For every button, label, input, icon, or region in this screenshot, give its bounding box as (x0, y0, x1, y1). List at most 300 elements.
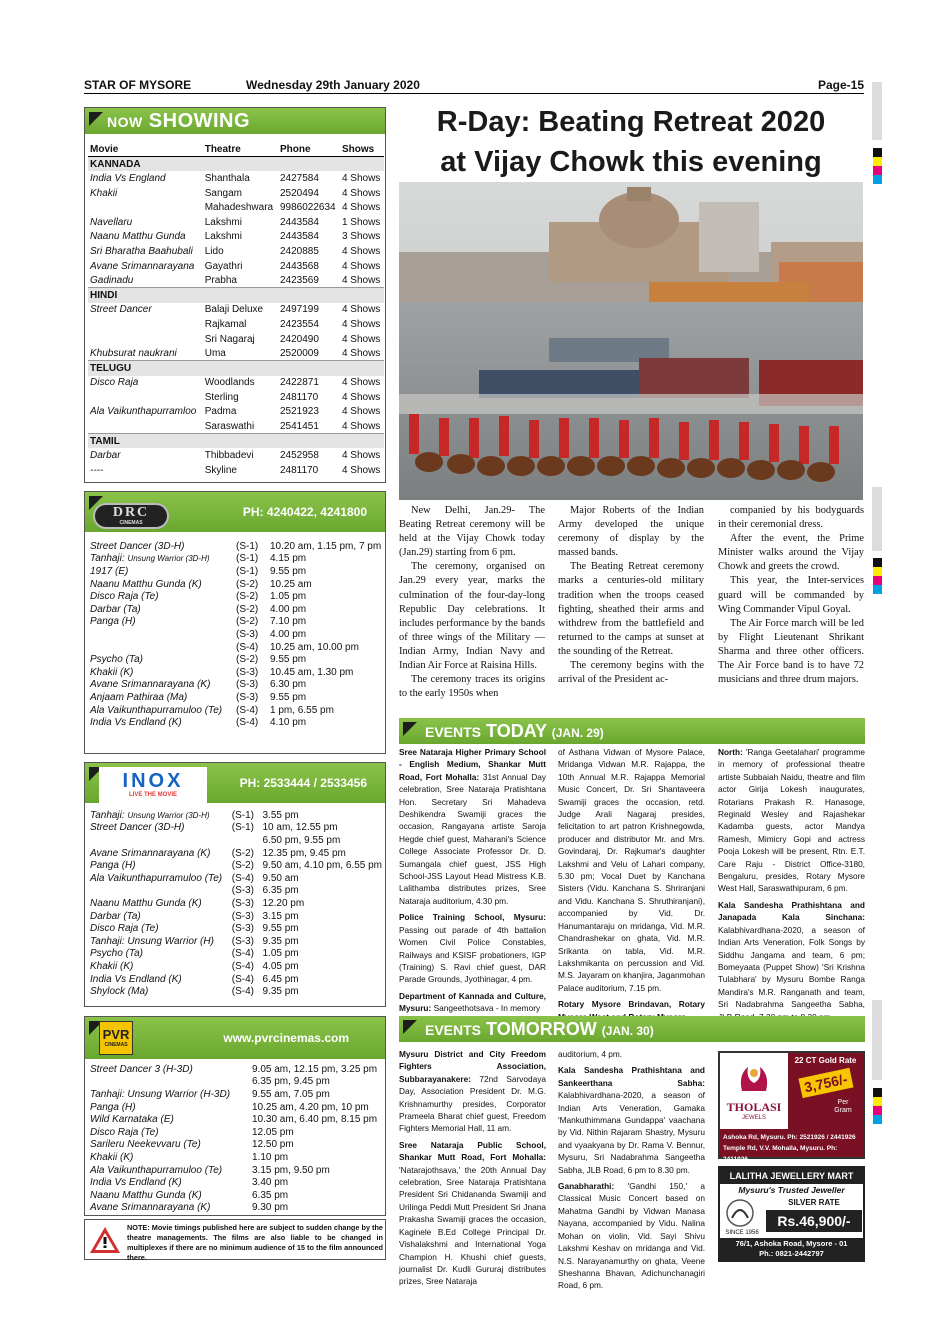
cell-phone: 2420490 (279, 333, 319, 345)
cell-theatre: Gayathri (204, 260, 243, 272)
cell-movie (88, 922, 230, 935)
cell-theatre: Lakshmi (204, 216, 242, 228)
cell-screen: (S-2) (236, 591, 259, 603)
schedule-row (88, 822, 384, 835)
language-label: HINDI (88, 288, 384, 303)
tholasi-sub: JEWELS (741, 1115, 766, 1121)
cell-screen: (S-2) (231, 860, 255, 872)
pvr-logo-sub: CINEMAS (104, 1042, 128, 1048)
movie-title: Anjaam Pathiraa (Ma) (90, 691, 188, 703)
cell-movie (88, 809, 230, 822)
registration-strip-2 (872, 487, 882, 551)
cell-movie (88, 553, 234, 566)
cell-theatre: Padma (204, 406, 237, 418)
schedule-row (88, 704, 384, 717)
cell-phone: 2520494 (279, 187, 319, 199)
schedule-row (88, 859, 384, 872)
movie-title: Naanu Matthu Gunda (K) (90, 897, 202, 909)
cell-theatre: Woodlands (204, 377, 255, 389)
cell-theatre: Uma (204, 347, 226, 359)
pvr-box (84, 1016, 386, 1216)
beating-retreat-photo (399, 182, 863, 500)
cell-movie (88, 200, 203, 215)
schedule-row (88, 1176, 384, 1189)
reg-cyan-2 (873, 585, 882, 594)
cell-theatre: Saraswathi (204, 420, 255, 432)
table-row (88, 376, 384, 391)
tholasi-address-1: Ashoka Rd, Mysuru. Ph: 2521926 / 2441926 (723, 1134, 856, 1141)
cell-screen: (S-2) (236, 603, 259, 615)
inox-phone: PH: 2533444 / 2533456 (239, 776, 367, 790)
events-tomorrow-col-2 (558, 1048, 705, 1296)
pvr-site: www.pvrcinemas.com (223, 1031, 349, 1045)
cell-times: 4.15 pm (270, 553, 307, 565)
article-paragraph: The ceremony traces its origins to the early 1950s when (399, 674, 545, 700)
cell-movie (88, 419, 203, 434)
cell-shows: 4 Shows (341, 347, 381, 359)
cell-theatre: Skyline (204, 464, 237, 476)
event-organizer: Rotary Mysore Brindavan, Rotary (558, 999, 705, 1010)
schedule-row (88, 603, 384, 616)
cell-shows: 4 Shows (341, 202, 381, 214)
cell-screen: (S-2) (236, 616, 259, 628)
cell-movie: Street Dancer (90, 304, 152, 316)
movie-title: Ala Vaikunthapurramuloo (Te) (90, 704, 223, 716)
cell-times: 10.25 am, 10.00 pm (270, 641, 359, 653)
cell-movie (88, 1076, 250, 1089)
cell-phone: 2443584 (279, 216, 319, 228)
cell-screen: (S-3) (231, 935, 255, 947)
inox-box (84, 762, 386, 1007)
cell-times: 12.20 pm (262, 897, 305, 909)
cell-times: 1.10 pm (252, 1151, 289, 1163)
cell-phone: 2422871 (279, 377, 319, 389)
movie-title: Disco Raja (Te) (90, 591, 159, 603)
cell-movie: Khakii (K) (90, 1151, 134, 1163)
cell-screen: (S-4) (231, 948, 255, 960)
schedule-row (88, 834, 384, 847)
cell-movie (88, 847, 230, 860)
cell-times: 9.50 am, 4.10 pm, 6.55 pm (262, 860, 382, 872)
events-tomorrow-date: (JAN. 30) (601, 1024, 654, 1038)
event-organizer: North: (718, 747, 746, 757)
schedule-row (88, 540, 384, 553)
peacock-logo-icon (734, 1061, 774, 1095)
table-row (88, 230, 384, 245)
cell-times: 6.35 pm, 9.45 pm (252, 1076, 330, 1088)
masthead (84, 78, 864, 94)
cell-theatre: Lido (204, 245, 224, 257)
event-details: of Asthana Vidwan of Mysore Palace, Mridanga Vidwan M.R. Rajappa, the 10th Annual M.R. Rajappa Memorial Music Concert, Dr. Sri Shantaveera Swamiji graces the occasion, retd. Judge Arali Nagaraj presides, felicitation to art patron Krishnegowda, producer and distributor Mr. and Mrs. Govindaraj, Dr. Rajkumar's daughter Lakshmi and Velu of Lahari company, 5.30 pm; Vocal Duet by Kanchana Sisters (Vidu. Kanchana S. Shriranjani and Vidu. Kanchana S. Shruthiranjani), accompanied by Vid. Dr. Hanumantaraju on mridanga, Vid. M.R. Chandrashekar on ghata, Vid. M.R. Srikanta on tabla, Vid. M.R. Lakshmikanta on percussion and Vid. M.S. Jayaram on khanjira, Jaganmohan Palace auditorium, 7.15 pm. (558, 747, 705, 993)
cell-times: 10.20 am, 1.15 pm, 7 pm (270, 540, 382, 552)
cell-screen: (S-3) (236, 679, 259, 691)
cell-times: 12.05 pm (252, 1126, 294, 1138)
article-paragraph: New Delhi, Jan.29- The Beating Retreat ceremony will be held at the Vijay Chowk today (Jan.29) starting from 6 pm. (399, 505, 545, 559)
cell-movie (88, 317, 203, 332)
cell-shows: 4 Shows (341, 260, 381, 272)
now-showing-band (85, 108, 385, 134)
gold-rate-title: 22 CT Gold Rate (794, 1056, 857, 1065)
cell-theatre: Sri Nagaraj (204, 333, 255, 345)
table-row (88, 419, 384, 434)
cell-theatre: Lakshmi (204, 231, 242, 243)
cell-times: 9.55 am, 7.05 pm (252, 1088, 330, 1100)
lalitha-since: SINCE 1956 (725, 1230, 759, 1236)
movie-title: India Vs Endland (K) (90, 973, 182, 985)
cell-screen: (S-4) (236, 641, 259, 653)
table-row (88, 463, 384, 478)
cell-phone: 2427584 (279, 172, 319, 184)
cell-movie (88, 885, 230, 898)
article-paragraph: The ceremony, organised on Jan.29 every year, marks the culmination of the four-day-long Republic Day celebrations. It includes performance by the bands of three wings of the Military — Indian Army, Indian Navy and Indian Air Force at Raisina Hills. (399, 561, 545, 672)
cell-screen: (S-1) (236, 565, 259, 577)
event-item (399, 911, 546, 985)
drc-phone: PH: 4240422, 4241800 (242, 505, 367, 519)
schedule-row (88, 973, 384, 986)
cell-theatre: Prabha (204, 274, 237, 286)
movie-subtitle: Unsung Warrior (3D-H) (127, 554, 210, 564)
reg-magenta (873, 166, 882, 175)
schedule-row (88, 565, 384, 578)
cell-times: 6.50 pm, 9.55 pm (262, 834, 341, 846)
col-movie: Movie (88, 142, 203, 157)
events-today-date: (JAN. 29) (551, 726, 604, 740)
event-organizer: Sree Nataraja Higher Primary School - English Medium, Shankar Mutt Road, Fort Mohalla: (399, 747, 546, 782)
title-showing: SHOWING (148, 110, 251, 132)
cell-movie: Disco Raja (Te) (90, 1126, 159, 1138)
cell-movie: Naanu Matthu Gunda (K) (90, 1189, 202, 1201)
event-item (399, 990, 546, 1015)
cell-theatre: Rajkamal (204, 318, 247, 330)
cell-movie (88, 616, 234, 629)
schedule-row (88, 1189, 384, 1202)
schedule-row (88, 872, 384, 885)
cell-times: 3.15 pm (262, 910, 299, 922)
schedule-row (88, 653, 384, 666)
cell-times: 3.40 pm (252, 1177, 289, 1189)
schedule-row (88, 809, 384, 822)
schedule-row (88, 960, 384, 973)
movie-title: Street Dancer (3D-H) (90, 540, 185, 552)
cell-theatre: Sangam (204, 187, 242, 199)
cell-movie: Naanu Matthu Gunda (90, 231, 186, 243)
drc-logo (93, 503, 169, 529)
corner-triangle (403, 722, 417, 736)
cell-screen (230, 834, 261, 847)
cell-movie: Darbar (90, 450, 121, 462)
cell-times: 9.55 pm (270, 654, 307, 666)
article-paragraph: This year, the Inter-services guard will be commanded by Wing Commander Vipul Goyal. (718, 575, 864, 615)
table-row (88, 317, 384, 332)
cell-times: 9.05 am, 12.15 pm, 3.25 pm (252, 1063, 378, 1075)
cell-movie: Street Dancer 3 (H-3D) (90, 1063, 193, 1075)
table-row (88, 303, 384, 318)
cell-phone: 2443568 (279, 260, 319, 272)
cell-phone: 2481170 (279, 391, 319, 403)
article-paragraph: After the event, the Prime Minister walks around the Vijay Chowk and greets the crowd. (718, 533, 864, 573)
event-details: Kalabhivardhana-2020, a season of Indian Arts Veneration, Gamaka 'Mankuthimmana Gundappa' vaachana by Vid. Nithin Rajaram Shastry, Mysuru and vyaakyana by Dr. Rama V. Bennur, Mysuru, Sri Nadabrahma Sangeetha Sabha, JLB Road, 6 pm to 8.30 pm. (558, 1090, 705, 1175)
cell-shows: 4 Shows (341, 304, 381, 316)
table-header (88, 142, 384, 157)
cell-shows: 4 Shows (341, 464, 381, 476)
cell-movie: Disco Raja (90, 377, 139, 389)
cell-phone: 2497199 (279, 304, 319, 316)
cell-movie (88, 948, 230, 961)
headline-line-1: R-Day: Beating Retreat 2020 (436, 106, 826, 138)
pvr-band (85, 1017, 385, 1059)
table-row (88, 332, 384, 347)
movie-title: Shylock (Ma) (90, 986, 149, 998)
schedule-row (88, 935, 384, 948)
cell-screen: (S-1) (231, 809, 255, 821)
language-label: TAMIL (88, 434, 384, 449)
cell-screen: (S-1) (236, 553, 259, 565)
movie-title: Darbar (Ta) (90, 603, 141, 615)
lalitha-ad (718, 1166, 865, 1262)
reg-magenta-3 (873, 1106, 882, 1115)
article-paragraph: The Beating Retreat ceremony marks a centuries-old military tradition when the troops ceased fighting, sheathed their arms and withdrew from the battlefield and returned to the camps at sunset at the sounding of the Retreat. (558, 561, 704, 657)
cell-theatre: Shanthala (204, 172, 250, 184)
schedule-row (88, 985, 384, 998)
tholasi-name: THOLASI (726, 1100, 782, 1114)
schedule-row (88, 628, 384, 641)
warning-icon (89, 1226, 121, 1254)
schedule-row (88, 1088, 384, 1101)
cell-screen: (S-4) (231, 960, 255, 972)
cell-shows: 4 Shows (341, 420, 381, 432)
cell-screen: (S-3) (236, 666, 259, 678)
cell-times: 6.35 pm (262, 885, 299, 897)
cell-movie (88, 910, 230, 923)
cell-theatre: Sterling (204, 391, 239, 403)
language-row (88, 157, 384, 172)
cell-screen: (S-2) (236, 578, 259, 590)
cell-times: 9.55 pm (270, 691, 307, 703)
cell-times: 6.30 pm (270, 679, 307, 691)
event-item (718, 899, 865, 1023)
cell-theatre: Mahadeshwara (204, 202, 274, 214)
events-word: EVENTS (425, 724, 482, 740)
schedule-row (88, 885, 384, 898)
issue-date: Wednesday 29th January 2020 (246, 78, 420, 92)
schedule-row (88, 1202, 384, 1215)
cell-shows: 4 Shows (341, 187, 381, 199)
schedule-row (88, 1101, 384, 1114)
event-organizer: Police Training School, Mysuru: (399, 912, 546, 923)
reg-magenta-2 (873, 576, 882, 585)
event-organizer: Kala Sandesha Prathishtana and Sankeerthana Sabha: (558, 1065, 705, 1088)
cell-phone: 9986022634 (279, 202, 336, 214)
cell-times: 1.05 pm (262, 948, 299, 960)
event-item (718, 746, 865, 895)
cell-movie: Khakii (90, 187, 118, 199)
corner-triangle (89, 112, 103, 126)
table-row (88, 346, 384, 361)
cell-times: 4.00 pm (270, 628, 307, 640)
reg-cyan-3 (873, 1115, 882, 1124)
lalitha-phone: Ph.: 0821-2442797 (759, 1249, 824, 1258)
cell-screen: (S-3) (231, 897, 255, 909)
lalitha-address-block (720, 1238, 863, 1260)
cell-screen: (S-2) (236, 654, 259, 666)
cell-movie: Ala Vaikunthapurramloo (90, 406, 197, 418)
cell-times: 6.45 pm (262, 973, 299, 985)
schedule-row (88, 616, 384, 629)
schedule-row (88, 641, 384, 654)
cell-phone: 2423569 (279, 274, 319, 286)
cell-shows: 1 Shows (341, 216, 381, 228)
cell-times: 9.30 pm (252, 1202, 289, 1214)
movie-title: Tanhaji: (90, 553, 128, 565)
cell-times: 4.05 pm (262, 960, 299, 972)
cell-shows: 4 Shows (341, 245, 381, 257)
cell-movie: Panga (H) (90, 1101, 136, 1113)
event-details: 'Natarajothsava,' the 20th Annual Day celebration, Sree Nataraja Pratishtana President Sri Chidananda Swamiji and Urilinga Peddi Mutt President Sri Jnana Prakasha Swamiji graces the occasion, Kaginele B.Ed College Principal Dr. Vishalakshmi and International Yoga Champion H. Khushi chief guests, journalist Dr. Kudli Gururaj distributes prizes, Sree Nataraja (399, 1164, 546, 1287)
cell-movie: India Vs England (90, 172, 166, 184)
now-showing-box (84, 107, 386, 483)
cell-screen: (S-4) (231, 872, 255, 884)
cell-screen: (S-4) (236, 717, 259, 729)
event-details: Passing out parade of 4th battalion Women Civil Police Constables, Railways and KSISF probationers, IGP (Training) S. Ravi chief guest, DAR Parade Grounds, Jyothinagar, 4 pm. (399, 924, 546, 985)
cell-times: 4.00 pm (270, 603, 307, 615)
cell-screen: (S-4) (231, 973, 255, 985)
event-item (399, 1048, 546, 1135)
article-column-1 (399, 504, 545, 701)
cell-shows: 4 Shows (341, 377, 381, 389)
events-today-band (399, 718, 865, 744)
schedule-row (88, 1139, 384, 1152)
cell-phone: 2420885 (279, 245, 319, 257)
cell-times: 10.25 am, 4.20 pm, 10 pm (252, 1101, 369, 1113)
table-row (88, 171, 384, 186)
cell-movie: Gadinadu (90, 274, 134, 286)
cell-movie: Khubsurat naukrani (90, 347, 177, 359)
table-row (88, 186, 384, 201)
reg-yellow (873, 157, 882, 166)
language-label: KANNADA (88, 157, 384, 172)
movie-title: Naanu Matthu Gunda (K) (90, 578, 202, 590)
movie-title: Ala Vaikunthapurramuloo (Te) (90, 872, 223, 884)
page-number: Page-15 (817, 78, 864, 92)
movie-title: India Vs Endland (K) (90, 717, 182, 729)
paper-name: STAR OF MYSORE (84, 78, 192, 92)
event-details: Kalabhivardhana-2020, a season of Indian Arts Veneration, Folk Songs by Siddhu Jangama and team, 6 pm; Bomeyaata (Puppet Show) 'Sri Krishna Tulabhara' by Mysuru Bombe Ranga Mandira's M.R. Ranganath and team, Sri Nadabrahma Sangeetha Sabha, (718, 924, 865, 1010)
headline-line-2: at Vijay Chowk this evening (440, 146, 822, 178)
reg-yellow-3 (873, 1097, 882, 1106)
events-tomorrow-col-1 (399, 1048, 546, 1292)
cell-movie (88, 897, 230, 910)
cell-phone: 2481170 (279, 464, 319, 476)
events-today-title (425, 721, 604, 742)
schedule-row (88, 1164, 384, 1177)
cell-movie: ---- (90, 464, 104, 476)
cell-movie (88, 666, 234, 679)
schedule-row (88, 691, 384, 704)
article-column-3 (718, 504, 864, 687)
cell-screen: (S-4) (236, 704, 259, 716)
movie-title: Tanhaji: (90, 809, 128, 821)
table-row (88, 244, 384, 259)
cell-movie (88, 332, 203, 347)
timing-note (84, 1219, 386, 1260)
language-row (88, 434, 384, 449)
cell-movie (88, 716, 234, 729)
inox-logo (99, 767, 207, 803)
article-paragraph: companied by his bodyguards in their ceremonial dress. (718, 505, 864, 531)
table-row (88, 273, 384, 288)
table-row (88, 390, 384, 405)
movie-title: Khakii (K) (90, 666, 134, 678)
lalitha-name: LALITHA JEWELLERY MART (720, 1168, 863, 1184)
schedule-row (88, 910, 384, 923)
cell-phone: 2521923 (279, 406, 319, 418)
event-details: 'Gandhi 150,' a Classical Music Concert based on Mahatma Gandhi by Vidwan Manasa Nayana, accompanied by Vidu. Nalina Mohan on violin, Vid. Sayi Shivu Lakshmi Keshav on mridanga and Vid. N.S. Narayanamurthy on ghata, Veene Sheshanna Bhavan, Adichunchanagiri Road, 6 pm. (558, 1181, 705, 1291)
cell-movie (88, 960, 230, 973)
reg-black (873, 148, 882, 157)
event-details: Sangeethotsava - In memory (433, 1003, 541, 1014)
cell-times: 10 am, 12.55 pm (262, 822, 338, 834)
table-row (88, 405, 384, 420)
language-row (88, 288, 384, 303)
silver-price: Rs.46,900/- (766, 1210, 862, 1232)
schedule-row (88, 666, 384, 679)
lalitha-tagline: Mysuru's Trusted Jeweller (738, 1185, 845, 1195)
cell-shows: 4 Shows (341, 406, 381, 418)
table-row (88, 215, 384, 230)
event-details: 31st Annual Day celebration, Sree Nataraja Pratishtana Hon. Secretary Sri Mahadeva Deshikendra Swamiji graces the occasion, Rangayana artiste Saroja Hegde chief guest, Maharani's Science College Associate Professor Dr. D. Sumangala chief guest, JSS High School-JSS Layout Head Mistress K.B. Lalithamba distributes prizes, Sree Nataraja auditorium, 4.30 pm. (399, 771, 546, 906)
movie-title: Panga (H) (90, 860, 136, 872)
silver-rate-label: SILVER RATE (788, 1198, 840, 1207)
cell-times: 9.35 pm (262, 986, 299, 998)
cell-times: 1.05 pm (270, 591, 307, 603)
per-gram: Per Gram (834, 1099, 852, 1114)
cell-screen: (S-4) (231, 986, 255, 998)
tholasi-ad (718, 1051, 865, 1163)
cell-phone: 2541451 (279, 420, 319, 432)
cell-movie (88, 603, 234, 616)
schedule-row (88, 897, 384, 910)
cell-movie: Tanhaji: Unsung Warrior (H-3D) (90, 1088, 231, 1100)
table-row (88, 259, 384, 274)
pvr-logo-text: PVR (102, 1027, 130, 1042)
schedule-row (88, 679, 384, 692)
event-details: 'Ranga Geetalahari' programme in memory of professional theatre artiste Subbaiah Naidu, theatre and film actor Girija Lokesh inaugurates, Rotarians Prakash R. Hanasoge, Reginald Wesley and Rajashekar Kadamba guests, actor Mandya Ramesh, Mimicry Gopi and actress Pooja Lokesh will be present, Rtn. E.T. Care Raju - District Office-3180, Bengaluru, presides, Rotary Mysore West Hall, Saraswathipuram, 6 pm. (718, 747, 865, 894)
cell-phone: 2443584 (279, 231, 319, 243)
cell-movie: Avane Srimannarayana (K) (90, 1202, 211, 1214)
cell-screen: (S-2) (231, 847, 255, 859)
cell-movie (88, 872, 230, 885)
schedule-row (88, 1063, 384, 1076)
event-item (399, 746, 546, 907)
cell-times: 9.55 pm (262, 923, 299, 935)
movie-title: Avane Srimannarayana (K) (90, 679, 211, 691)
events-today-col-2 (558, 746, 705, 1027)
event-organizer: Mysuru District and City Freedom Fighters Association, Subbarayanakere: (399, 1049, 546, 1084)
title-now: NOW (107, 114, 143, 130)
event-item (558, 1064, 705, 1176)
movie-title: Khakii (K) (90, 960, 134, 972)
tholasi-addresses (720, 1129, 863, 1163)
schedule-row (88, 948, 384, 961)
events-tomorrow-title (425, 1019, 654, 1040)
cell-movie: Sarileru Neekevvaru (Te) (90, 1139, 201, 1151)
events-word: EVENTS (425, 1022, 482, 1038)
headline (396, 102, 866, 182)
schedule-row (88, 716, 384, 729)
cell-movie (88, 679, 234, 692)
cell-theatre: Thibbadevi (204, 450, 254, 462)
events-tomorrow-band (399, 1016, 865, 1042)
